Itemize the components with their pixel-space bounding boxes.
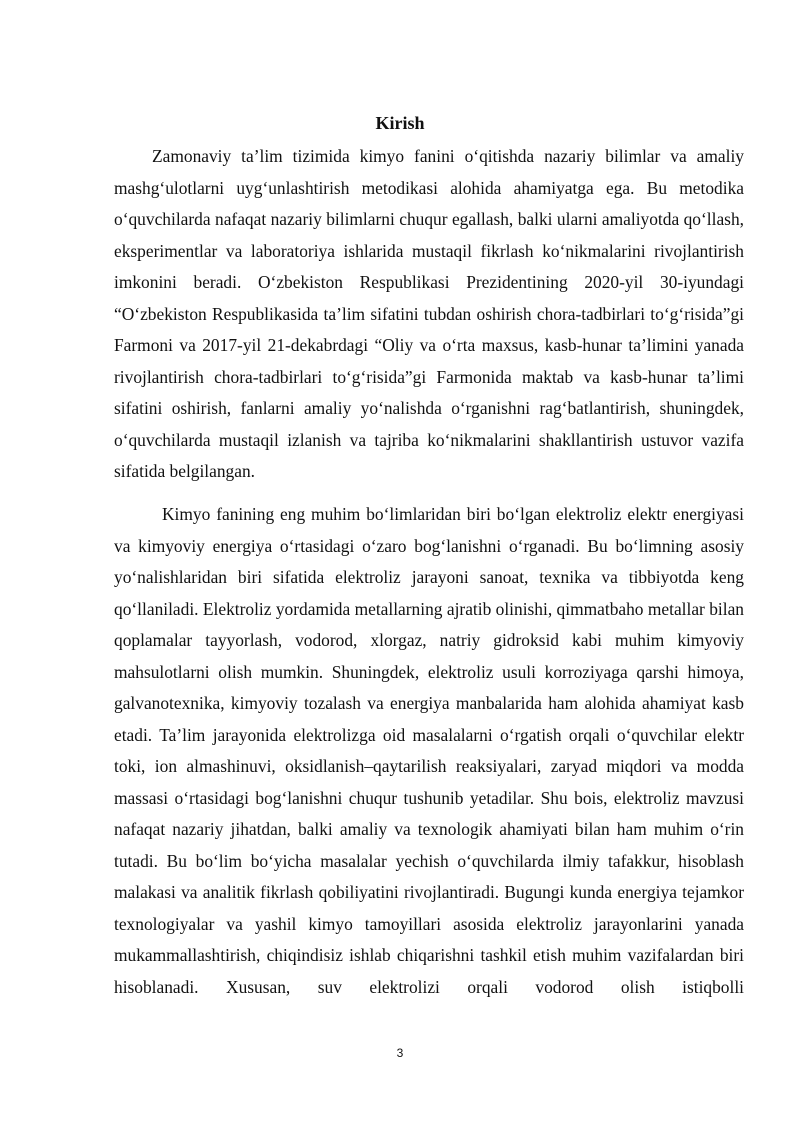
- body-text-block-1: [114, 141, 744, 488]
- section-title: Kirish: [375, 113, 425, 133]
- paragraph-introduction: Zamonaviy ta’lim tizimida kimyo fanini o‘qitishda nazariy bilimlar va amaliy mashg‘ulotlarni uyg‘unlashtirish metodikasi alohida ahamiyatga ega. Bu metodika o‘quvchilarda nafaqat nazariy bilimlarni chuqur egallash, balki ularni amaliyotda qo‘llash, eksperimentlar va laboratoriya ishlarida mustaqil fikrlash ko‘nikmalarini rivojlantirish imkonini beradi. O‘zbekiston Respublikasi Prezidentining 2020-yil 30-iyundagi “O‘zbekiston Respublikasida ta’lim sifatini tubdan oshirish chora-tadbirlari to‘g‘risida”gi Farmoni va 2017-yil 21-dekabrdagi “Oliy va o‘rta maxsus, kasb-hunar ta’limini yanada rivojlantirish chora-tadbirlari to‘g‘risida”gi Farmonida maktab va kasb-hunar ta’limi sifatini oshirish, fanlarni amaliy yo‘nalishda o‘rganishni rag‘batlantirish, shuningdek, o‘quvchilarda mustaqil izlanish va tajriba ko‘nikmalarini shakllantirish ustuvor vazifa sifatida belgilangan.: [114, 146, 744, 481]
- body-text-block-2: [114, 499, 744, 1003]
- paragraph-electrolysis: Kimyo fanining eng muhim bo‘limlaridan biri bo‘lgan elektroliz elektr energiyasi va kimyoviy energiya o‘rtasidagi o‘zaro bog‘lanishni o‘rganadi. Bu bo‘limning asosiy yo‘nalishlaridan biri sifatida elektroliz jarayoni sanoat, texnika va tibbiyotda keng qo‘llaniladi. Elektroliz yordamida metallarning ajratib olinishi, qimmatbaho metallar bilan qoplamalar tayyorlash, vodorod, xlorgaz, natriy gidroksid kabi muhim kimyoviy mahsulotlarni olish mumkin. Shuningdek, elektroliz usuli korroziyaga qarshi himoya, galvanotexnika, kimyoviy tozalash va energiya manbalarida ham alohida ahamiyat kasb etadi. Ta’lim jarayonida elektrolizga oid masalalarni o‘rgatish orqali o‘quvchilar elektr toki, ion almashinuvi, oksidlanish–qaytarilish reaksiyalari, zaryad miqdori va modda massasi o‘rtasidagi bog‘lanishni chuqur tushunib yetadilar. Shu bois, elektroliz mavzusi nafaqat nazariy jihatdan, balki amaliy va texnologik ahamiyati bilan ham muhim o‘rin tutadi. Bu bo‘lim bo‘yicha masalalar yechish o‘quvchilarda ilmiy tafakkur, hisoblash malakasi va analitik fikrlash qobiliyatini rivojlantiradi. Bugungi kunda energiya tejamkor texnologiyalar va yashil kimyo tamoyillari asosida elektroliz jarayonlarini yanada mukammallashtirish, chiqindisiz ishlab chiqarishni tashkil etish muhim vazifalardan biri hisoblanadi. Xususan, suv elektrolizi orqali vodorod olish istiqbolli: [114, 504, 744, 997]
- page-number: 3: [396, 1046, 404, 1060]
